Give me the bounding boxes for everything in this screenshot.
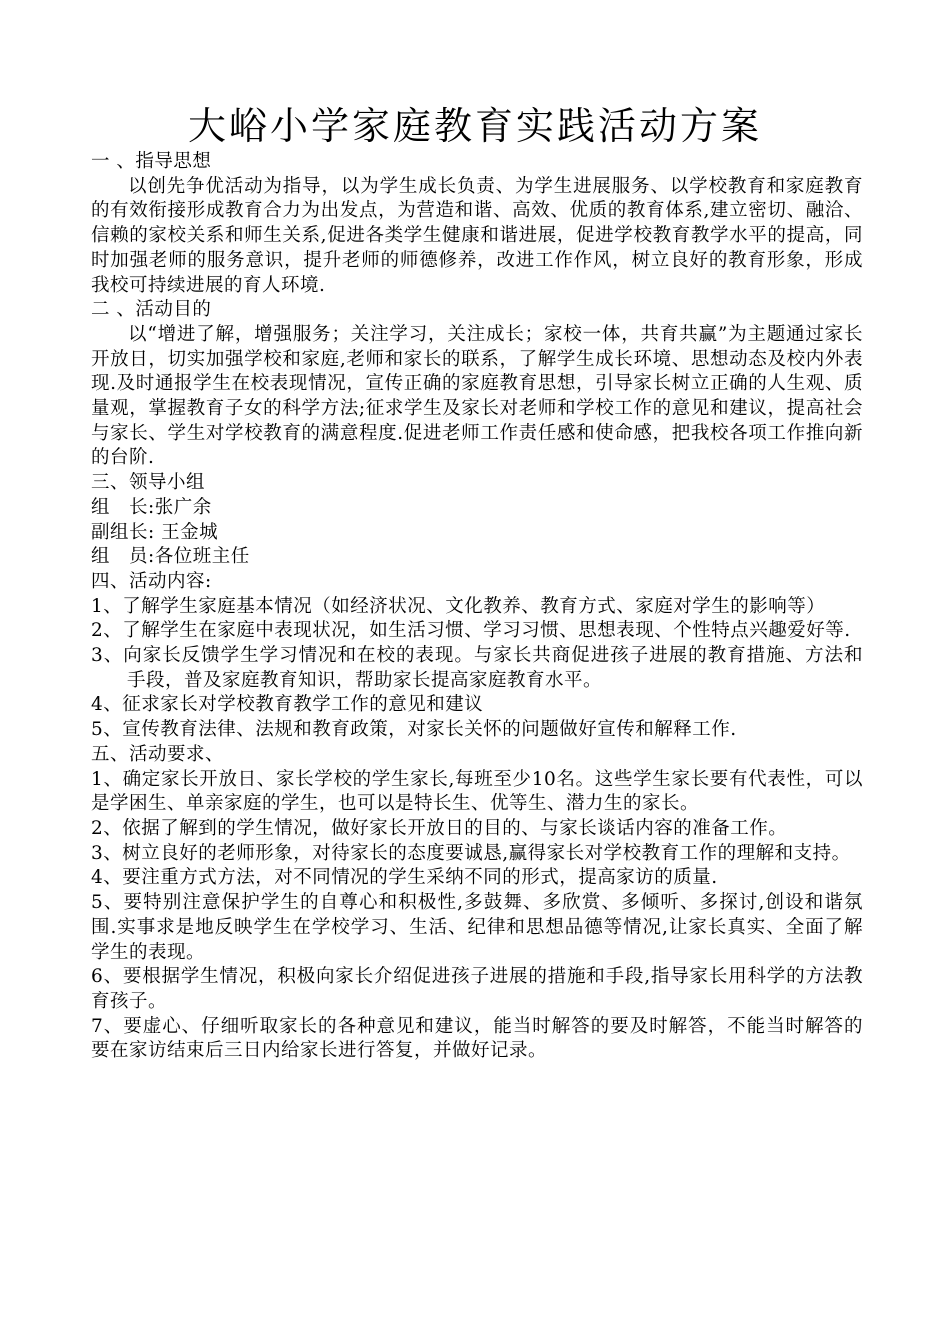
content-item-5: 5、宣传教育法律、法规和教育政策，对家长关怀的问题做好宣传和解释工作. (91, 719, 737, 741)
members-line (91, 545, 863, 570)
content-item-4: 4、征求家长对学校教育教学工作的意见和建议 (91, 694, 484, 716)
section-heading-leadership-group: 三、领导小组 (91, 472, 206, 494)
requirement-item-2: 2、依据了解到的学生情况，做好家长开放日的目的、与家长谈话内容的准备工作。 (91, 817, 788, 839)
section-heading-activity-content: 四、活动内容: (91, 570, 212, 592)
section-text-guiding-ideology: 以创先争优活动为指导，以为学生成长负责、为学生进展服务、以学校教育和家庭教育的有效衔接形成教育合力为出发点，为营造和谐、高效、优质的教育体系,建立密切、融洽、信赖的家校关系和师生关系,促进各类学生健康和谐进展，促进学校教育教学水平的提高，同时加强老师的服务意识，提升老师的师德修养，改进工作作风，树立良好的教育形象，形成我校可持续进展的育人环境. (91, 175, 863, 296)
leader-label-a: 组 (91, 496, 111, 518)
section-heading-activity-purpose: 二 、活动目的 (91, 299, 212, 321)
members-label-a: 组 (91, 546, 111, 568)
requirement-item-3: 3、树立良好的老师形象，对待家长的态度要诚恳,赢得家长对学校教育工作的理解和支持。 (91, 842, 851, 864)
requirement-item-4: 4、要注重方式方法，对不同情况的学生采纳不同的形式，提高家访的质量. (91, 867, 718, 889)
section-heading-activity-requirements: 五、活动要求、 (91, 743, 225, 765)
requirement-item-6: 6、要根据学生情况，积极向家长介绍促进孩子进展的措施和手段,指导家长用科学的方法教育孩子。 (91, 966, 863, 1012)
section-heading-guiding-ideology: 一 、指导思想 (91, 151, 212, 172)
members-label-b: 员:各位班主任 (129, 546, 250, 568)
content-item-1: 1、了解学生家庭基本情况（如经济状况、文化教养、教育方式、家庭对学生的影响等） (91, 595, 826, 617)
deputy-leader-line: 副组长: 王金城 (91, 521, 219, 543)
leader-line (91, 496, 863, 521)
content-item-2: 2、了解学生在家庭中表现状况，如生活习惯、学习习惯、思想表现、个性特点兴趣爱好等. (91, 620, 851, 642)
content-item-3: 3、向家长反馈学生学习情况和在校的表现。与家长共商促进孩子进展的教育措施、方法和手段，普及家庭教育知识，帮助家长提高家庭教育水平。 (91, 645, 863, 691)
section-text-activity-purpose: 以“增进了解，增强服务；关注学习，关注成长；家校一体，共育共赢”为主题通过家长开放日，切实加强学校和家庭,老师和家长的联系，了解学生成长环境、思想动态及校内外表现.及时通报学生在校表现情况，宣传正确的家庭教育思想，引导家长树立正确的人生观、质量观，掌握教育子女的科学方法;征求学生及家长对老师和学校工作的意见和建议，提高社会与家长、学生对学校教育的满意程度.促进老师工作责任感和使命感，把我校各项工作推向新的台阶. (91, 323, 863, 469)
requirement-item-1: 1、确定家长开放日、家长学校的学生家长,每班至少10名。这些学生家长要有代表性，可以是学困生、单亲家庭的学生，也可以是特长生、优等生、潜力生的家长。 (91, 768, 863, 815)
leader-label-b: 长:张广余 (129, 496, 212, 518)
requirement-item-5: 5、要特别注意保护学生的自尊心和积极性,多鼓舞、多欣赏、多倾听、多探讨,创设和谐氛围.实事求是地反映学生在学校学习、生活、纪律和思想品德等情况,让家长真实、全面了解学生的表现。 (91, 892, 863, 963)
document-body (91, 150, 863, 1064)
requirement-item-7: 7、要虚心、仔细听取家长的各种意见和建议，能当时解答的要及时解答，不能当时解答的要在家访结束后三日内给家长进行答复，并做好记录。 (91, 1015, 863, 1062)
document-title: 大峪小学家庭教育实践活动方案 (187, 104, 762, 148)
